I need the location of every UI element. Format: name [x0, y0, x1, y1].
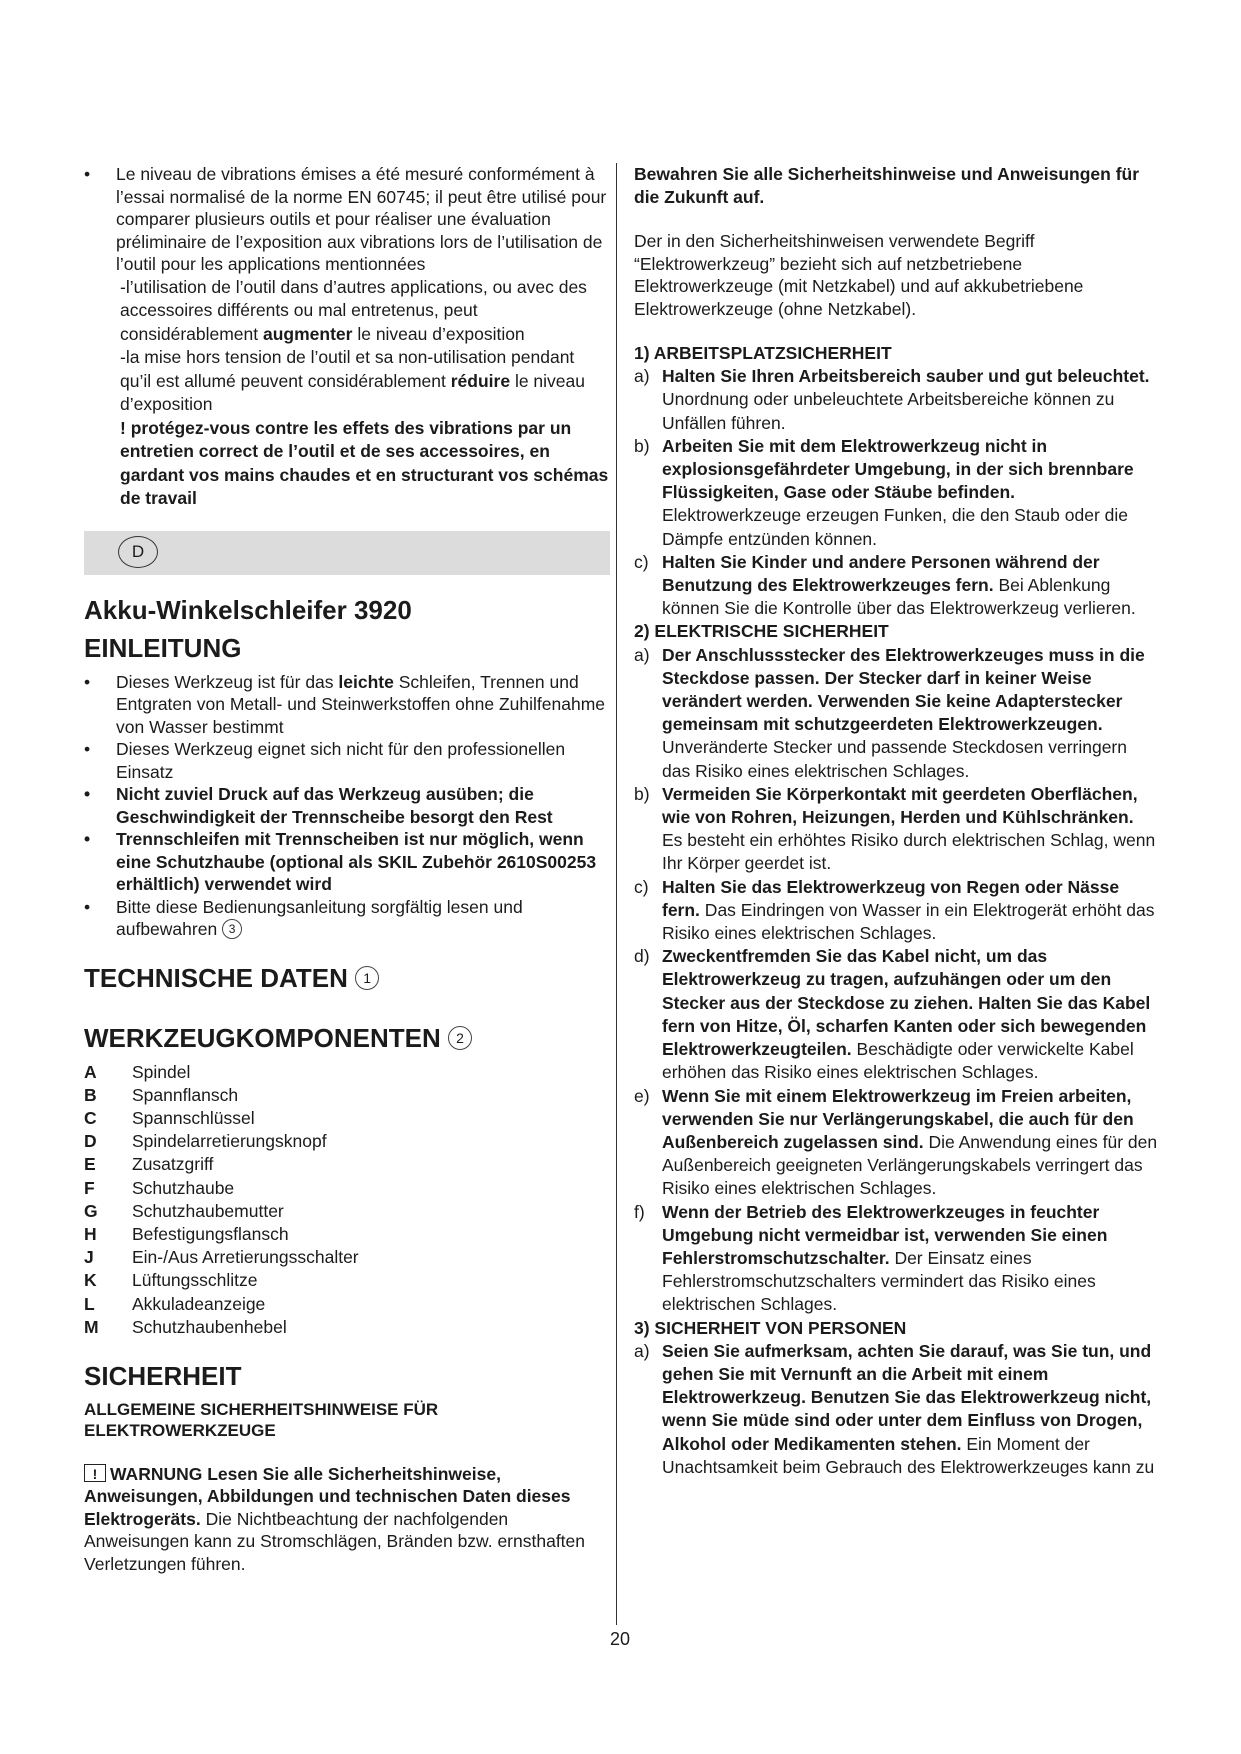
component-letter: K: [84, 1270, 97, 1291]
component-name: Befestigungsflansch: [132, 1223, 289, 1244]
vibration-intro: • Le niveau de vibrations émises a été mesuré conformément à l’essai normalisé de la norme EN 60745; il peut être utilisé pour comparer plusieurs outils et pour réaliser une évaluation préliminaire de l’exposition aux vibrations lors de l’utilisation de l’outil pour les applications mentionnées: [84, 163, 610, 276]
item-marker: f): [634, 1201, 645, 1222]
item-explanation: Ein Moment der Unachtsamkeit beim Gebrauch des Elektrowerkzeuges kann zu: [662, 1433, 1155, 1477]
item-instruction: Halten Sie Kinder und andere Personen während der Benutzung des Elektrowerkzeuges fern.: [662, 551, 1100, 596]
item-marker: d): [634, 946, 650, 967]
page-number: 20: [609, 1629, 631, 1649]
item-explanation: Es besteht ein erhöhtes Risiko durch elektrischen Schlag, wenn Ihr Körper geerdet ist.: [662, 830, 1156, 874]
component-name: Spindel: [132, 1061, 191, 1082]
figure-ref-1: 1: [355, 966, 379, 990]
component-row: [84, 1200, 610, 1223]
tech-data-heading: TECHNISCHE DATEN 1: [84, 961, 610, 995]
vibration-sub-reduce: -la mise hors tension de l’outil et sa non-utilisation pendant qu’il est allumé peuvent considérablement réduire le niveau d’exposition: [120, 347, 585, 414]
figure-ref-2: 2: [448, 1026, 472, 1050]
intro-bullet-1: • Dieses Werkzeug ist für das leichte Schleifen, Trennen und Entgraten von Metall- und Steinwerkstoffen ohne Zuhilfenahme von Wasser bestimmt: [84, 671, 610, 739]
item-marker: a): [634, 1340, 650, 1361]
component-letter: F: [84, 1177, 95, 1198]
item-marker: c): [634, 876, 649, 897]
item-marker: a): [634, 366, 650, 387]
item-explanation: Das Eindringen von Wasser in ein Elektrogerät erhöht das Risiko eines elektrischen Schlages.: [662, 899, 1155, 944]
component-row: [84, 1293, 610, 1316]
section-2-items: [634, 644, 1158, 1317]
item-instruction: Arbeiten Sie mit dem Elektrowerkzeug nicht in explosionsgefährdeter Umgebung, in der sich brennbare Flüssigkeiten, Gase oder Stäube befinden.: [662, 435, 1134, 503]
component-letter: M: [84, 1316, 99, 1337]
intro-heading: EINLEITUNG: [84, 632, 242, 663]
item-instruction: Wenn Sie mit einem Elektrowerkzeug im Freien arbeiten, verwenden Sie nur Verlängerungskabel, die auch für den Außenbereich zugelassen sind.: [662, 1085, 1134, 1152]
section-2-heading: 2) ELEKTRISCHE SICHERHEIT: [634, 621, 889, 642]
item-explanation: Die Anwendung eines für den Außenbereich geeigneten Verlängerungskabels verringert das Risiko eines elektrischen Schlages.: [662, 1131, 1158, 1199]
item-instruction: Halten Sie das Elektrowerkzeug von Regen oder Nässe fern.: [662, 876, 1120, 920]
figure-ref-3: 3: [222, 919, 242, 939]
keep-instructions: Bewahren Sie alle Sicherheitshinweise und Anweisungen für die Zukunft auf.: [634, 164, 1140, 207]
component-row: [84, 1177, 610, 1200]
component-row: [84, 1223, 610, 1246]
item-instruction: Der Anschlussstecker des Elektrowerkzeuges muss in die Steckdose passen. Der Stecker darf in keiner Weise verändert werden. Verwenden Sie keine Adapterstecker gemeinsam mit schutzgeerdeten Elektrowerkzeugen.: [662, 644, 1145, 735]
general-safety-heading: ALLGEMEINE SICHERHEITSHINWEISE FÜR ELEKTROWERKZEUGE: [84, 1399, 439, 1440]
safety-item: [634, 1201, 1158, 1317]
intro-bullet-2: • Dieses Werkzeug eignet sich nicht für den professionellen Einsatz: [84, 738, 610, 783]
intro-bullet-4: • Trennschleifen mit Trennscheiben ist nur möglich, wenn eine Schutzhaube (optional als SKIL Zubehör 2610S00253 erhältlich) verwendet wird: [84, 828, 610, 896]
vibration-sub-protect: ! protégez-vous contre les effets des vibrations par un entretien correct de l’outil et de ses accessoires, en gardant vos mains chaudes et en structurant vos schémas de travail: [120, 417, 609, 508]
component-name: Spannschlüssel: [132, 1107, 255, 1128]
component-name: Schutzhaubemutter: [132, 1200, 284, 1221]
component-letter: G: [84, 1200, 98, 1221]
component-letter: B: [84, 1084, 97, 1105]
item-marker: a): [634, 644, 650, 665]
component-letter: E: [84, 1154, 96, 1175]
language-code: D: [118, 536, 158, 568]
component-letter: D: [84, 1131, 97, 1152]
safety-item: [634, 365, 1158, 435]
component-row: [84, 1130, 610, 1153]
safety-item: [634, 1340, 1158, 1479]
item-instruction: Seien Sie aufmerksam, achten Sie darauf, was Sie tun, und gehen Sie mit Vernunft an die Arbeit mit einem Elektrowerkzeug. Benutzen Sie das Elektrowerkzeug nicht, wenn Sie müde sind oder unter dem Einfluss von Drogen, Alkohol oder Medikamenten stehen.: [662, 1340, 1152, 1454]
item-explanation: Beschädigte oder verwickelte Kabel erhöhen das Risiko eines elektrischen Schlages.: [662, 1039, 1134, 1083]
component-name: Spannflansch: [132, 1084, 239, 1105]
component-row: [84, 1316, 610, 1339]
item-explanation: Elektrowerkzeuge erzeugen Funken, die den Staub oder die Dämpfe entzünden können.: [662, 505, 1128, 549]
safety-heading: SICHERHEIT: [84, 1360, 242, 1391]
section-1-heading: 1) ARBEITSPLATZSICHERHEIT: [634, 343, 892, 363]
item-instruction: Zweckentfremden Sie das Kabel nicht, um das Elektrowerkzeug zu tragen, aufzuhängen oder um den Stecker aus der Steckdose zu ziehen. Halten Sie das Kabel fern von Hitze, Öl, scharfen Kanten oder sich bewegenden Elektrowerkzeugteilen.: [662, 946, 1151, 1060]
safety-item: [634, 551, 1158, 621]
item-instruction: Vermeiden Sie Körperkontakt mit geerdeten Oberflächen, wie von Rohren, Heizungen, Herden und Kühlschränken.: [662, 783, 1138, 828]
language-bar: [84, 531, 610, 575]
component-name: Schutzhaube: [132, 1177, 235, 1198]
right-column: [634, 163, 1158, 1479]
item-marker: e): [634, 1085, 650, 1106]
component-list: [84, 1061, 610, 1339]
components-heading: WERKZEUGKOMPONENTEN 2: [84, 1021, 610, 1055]
item-explanation: Der Einsatz eines Fehlerstromschutzschalters vermindert das Risiko eines elektrischen Schlages.: [662, 1247, 1096, 1315]
safety-item: [634, 876, 1158, 946]
safety-item: [634, 783, 1158, 876]
item-instruction: Halten Sie Ihren Arbeitsbereich sauber und gut beleuchtet.: [662, 366, 1150, 387]
component-row: [84, 1107, 610, 1130]
intro-bullet-3: • Nicht zuviel Druck auf das Werkzeug ausüben; die Geschwindigkeit der Trennscheibe besorgt den Rest: [84, 783, 610, 828]
component-letter: A: [84, 1061, 97, 1082]
safety-item: [634, 644, 1158, 783]
intro-bullet-5: • Bitte diese Bedienungsanleitung sorgfältig lesen und aufbewahren 3: [84, 896, 610, 941]
component-row: [84, 1084, 610, 1107]
component-name: Spindelarretierungsknopf: [132, 1131, 327, 1152]
component-row: [84, 1269, 610, 1292]
component-letter: L: [84, 1293, 95, 1314]
safety-item: [634, 945, 1158, 1084]
section-3-heading: 3) SICHERHEIT VON PERSONEN: [634, 1317, 907, 1338]
section-3-items: [634, 1340, 1158, 1479]
item-explanation: Bei Ablenkung können Sie die Kontrolle über das Elektrowerkzeug verlieren.: [662, 575, 1136, 619]
component-row: [84, 1153, 610, 1176]
component-letter: J: [84, 1247, 94, 1268]
term-definition: Der in den Sicherheitshinweisen verwendete Begriff “Elektrowerkzeug” bezieht sich auf netzbetriebene Elektrowerkzeuge (mit Netzkabel) und auf akkubetriebene Elektrowerkzeuge (ohne Netzkabel).: [634, 231, 1084, 319]
component-name: Ein-/Aus Arretierungsschalter: [132, 1247, 359, 1268]
component-name: Schutzhaubenhebel: [132, 1316, 287, 1337]
left-column: [84, 163, 610, 1575]
component-name: Zusatzgriff: [132, 1154, 214, 1175]
component-row: [84, 1246, 610, 1269]
vibration-sub-increase: -l’utilisation de l’outil dans d’autres applications, ou avec des accessoires différents ou mal entretenus, peut considérablement augmenter le niveau d’exposition: [120, 276, 587, 344]
safety-item: [634, 435, 1158, 551]
item-instruction: Wenn der Betrieb des Elektrowerkzeuges in feuchter Umgebung nicht vermeidbar ist, verwenden Sie einen Fehlerstromschutzschalter.: [662, 1201, 1108, 1268]
product-title: Akku-Winkelschleifer 3920: [84, 594, 412, 625]
warning-icon: [84, 1464, 106, 1482]
component-name: Akkuladeanzeige: [132, 1293, 266, 1314]
item-marker: b): [634, 435, 650, 456]
component-name: Lüftungsschlitze: [132, 1270, 258, 1291]
component-letter: C: [84, 1107, 97, 1128]
component-letter: H: [84, 1223, 97, 1244]
item-marker: b): [634, 783, 650, 804]
section-1-items: [634, 365, 1158, 620]
safety-item: [634, 1085, 1158, 1201]
component-row: [84, 1061, 610, 1084]
item-explanation: Unveränderte Stecker und passende Steckdosen verringern das Risiko eines elektrischen Schlages.: [662, 737, 1127, 781]
column-divider: [616, 163, 617, 1625]
warning-paragraph: !WARNUNG Lesen Sie alle Sicherheitshinweise, Anweisungen, Abbildungen und technischen Daten dieses Elektrogeräts. Die Nichtbeachtung der nachfolgenden Anweisungen kann zu Stromschlägen, Bränden bzw. ernsthaften Verletzungen führen.: [84, 1463, 610, 1576]
item-explanation: Unordnung oder unbeleuchtete Arbeitsbereiche können zu Unfällen führen.: [662, 389, 1115, 433]
item-marker: c): [634, 551, 649, 572]
